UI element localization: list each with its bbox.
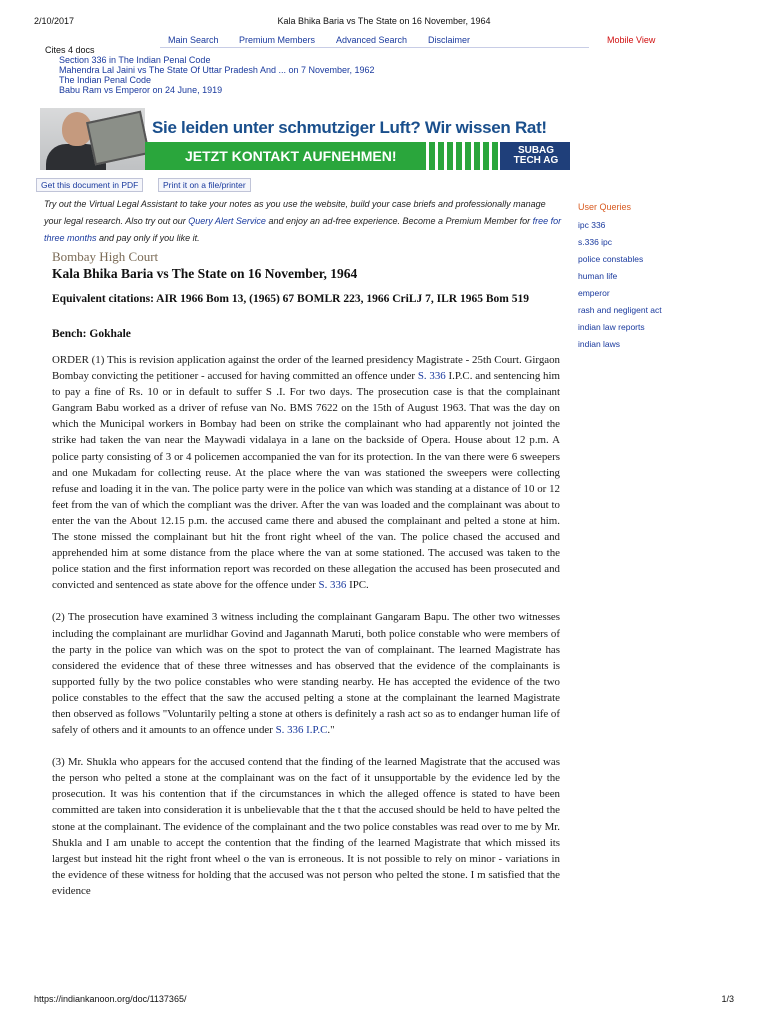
query-alert-link[interactable]: Query Alert Service — [188, 216, 266, 226]
nav-main-search[interactable]: Main Search — [168, 35, 219, 45]
query-link[interactable]: emperor — [578, 288, 610, 298]
paragraph-3: (3) Mr. Shukla who appears for the accused contend that the finding of the learned Magistrate that the accused was the person who pelted a stone at the complainant was on the fact of it unsupportable by the evidence led by the prosecution. It was his contention that if the circumstances in which the alleged offence is stated to have been committed are taken into consideration it is unbelievable that the t that the accused should be held to have pelted the stone at the complainant. The evidence of the complainant and the two police constables was read over to me by Mr. Shukla and I am unable to accept the contention that the finding of the learned Magistrate that which missed its largest but instead hit the right front wheel o the van is erroneous. It is not possible to rely on minor - variations in the evidence of these witness for holding that the accused was not person who pelted the stone. I m satisfied that the evidence — [52, 756, 560, 897]
paragraph-2 — [52, 609, 560, 738]
print-date: 2/10/2017 — [34, 16, 75, 26]
pdf-button[interactable]: Get this document in PDF — [36, 178, 143, 192]
promo-text: and enjoy an ad-free experience. Become a Premium Member for — [265, 216, 533, 226]
ad-slogan: Sie leiden unter schmutziger Luft? Wir wissen Rat! — [152, 118, 547, 137]
section-link[interactable]: S. 336 — [417, 370, 446, 383]
cites-box — [45, 45, 375, 95]
cite-link[interactable]: Babu Ram vs Emperor on 24 June, 1919 — [59, 85, 223, 95]
court-name: Bombay High Court — [52, 249, 159, 264]
para-text: I.P.C. and sentencing him to pay a fine of Rs. 10 or in default to suffer S .I. For two days. The prosecution case is that the complainant Gangram Babu worked as a driver of refuse van No. BMS 7622 on the 15th of August 1963. That was the day on which the Municipal workers in Bombay had been on strike the complainant who had apparently not jointed the strike had taken the van near the Maywadi vidalaya in a lane on the backside of Opera. House about 12 p.m. A police party consisting of 3 or 4 policemen accompanied the van for its protection. In the van there were 6 sweepers and one Mukadam for collecting reuse. At the place where the van was stationed the sweepers were collecting refuse and loading it in the van. The police party were in the police van which was standing at a distance of 10 or 12 feet from the van of which the compliant was the driver. After the van was loaded and the complainant was about to enter the van the About 12.15 p.m. the accused came there and abused the complainant and pelted a stone at him. The stone missed the complainant but hit the front right wheel of the van. The police chased the accused and apprehended him at some distance from the place where the van at some stationed. The accused was taken to the police station and the first information report was recorded on these allegation the accused has been prosecuted and convicted and sentenced as state above for the offence under — [52, 370, 561, 592]
promo-text: and pay only if you like it. — [96, 233, 200, 243]
ad-brand: SUBAG TECH AG — [513, 145, 559, 166]
para-text: (2) The prosecution have examined 3 witness including the complainant Gangaram Bapu. The other two witnesses including the complainant are murlidhar Govind and Jagannath Maruti, both police constable who were members of the party in the police van which was on the spot to protect the van of complainant. The learned Magistrate has considered the evidence that of these three witnesses and has observed that the evidence of the complainants is supported fully by the two police constables who were standing nearby. He has accepted the evidence of the two police constables to the effect that the saw the accused pelting a stone at the complainant the learned Magistrate then observed as follows "Voluntarily pelting a stone at others is definitely a rash act so as to endanger human life of safely of others and it amounts to an offence under — [52, 611, 560, 737]
cite-link[interactable]: The Indian Penal Code — [59, 75, 152, 85]
print-page-number: 1/3 — [721, 994, 734, 1004]
query-link[interactable]: police constables — [578, 254, 644, 264]
section-link[interactable]: S. 336 — [318, 579, 347, 592]
promo-text: Try out the Virtual Legal Assistant to take your notes as you use the website, build your case briefs and professionally manage your legal research. Also try out our — [44, 199, 546, 226]
nav-disclaimer[interactable]: Disclaimer — [428, 35, 471, 45]
query-link[interactable]: indian law reports — [578, 322, 645, 332]
section-link[interactable]: S. 336 I.P.C — [275, 724, 328, 737]
print-url: https://indiankanoon.org/doc/1137365/ — [34, 994, 187, 1004]
para-text: IPC. — [346, 579, 369, 592]
ad-banner[interactable] — [40, 108, 570, 170]
ad-logo — [500, 142, 570, 170]
nav-advanced-search[interactable]: Advanced Search — [336, 35, 408, 45]
sidebar-title: User Queries — [578, 202, 632, 212]
paragraph-1 — [52, 352, 560, 593]
para-text: ORDER (1) This is revision application against the order of the learned presidency Magistrate - 25th Court. Girgaon Bombay convicting the petitioner - accused for having committed an offence under — [52, 354, 560, 383]
cites-title: Cites 4 docs — [45, 45, 95, 55]
document-title: Kala Bhika Baria vs The State on 16 November, 1964 — [52, 266, 358, 281]
query-link[interactable]: indian laws — [578, 339, 621, 349]
cite-link[interactable]: Mahendra Lal Jaini vs The State Of Uttar Pradesh And ... on 7 November, 1962 — [59, 65, 375, 75]
print-title: Kala Bhika Baria vs The State on 16 November, 1964 — [277, 16, 491, 26]
equivalent-citations: Equivalent citations: AIR 1966 Bom 13, (1965) 67 BOMLR 223, 1966 CriLJ 7, ILR 1965 Bom 519 — [52, 293, 529, 305]
assistant-promo — [44, 196, 564, 247]
para-text: ." — [327, 724, 335, 737]
judgment-body — [52, 352, 560, 915]
query-link[interactable]: ipc 336 — [578, 220, 606, 230]
ad-cta-label: JETZT KONTAKT AUFNEHMEN! — [185, 148, 397, 164]
print-button[interactable]: Print it on a file/printer — [158, 178, 251, 192]
bench: Bench: Gokhale — [52, 328, 131, 340]
ad-stripes — [420, 142, 500, 170]
user-queries-sidebar — [578, 202, 738, 356]
ad-photo — [40, 108, 145, 170]
nav-mobile-view[interactable]: Mobile View — [607, 35, 656, 45]
cite-link[interactable]: Section 336 in The Indian Penal Code — [59, 55, 211, 65]
query-link[interactable]: rash and negligent act — [578, 305, 662, 315]
nav-premium-members[interactable]: Premium Members — [239, 35, 316, 45]
query-link[interactable]: s.336 ipc — [578, 237, 613, 247]
query-link[interactable]: human life — [578, 271, 618, 281]
free-trial-link[interactable]: free for three months — [44, 216, 562, 243]
